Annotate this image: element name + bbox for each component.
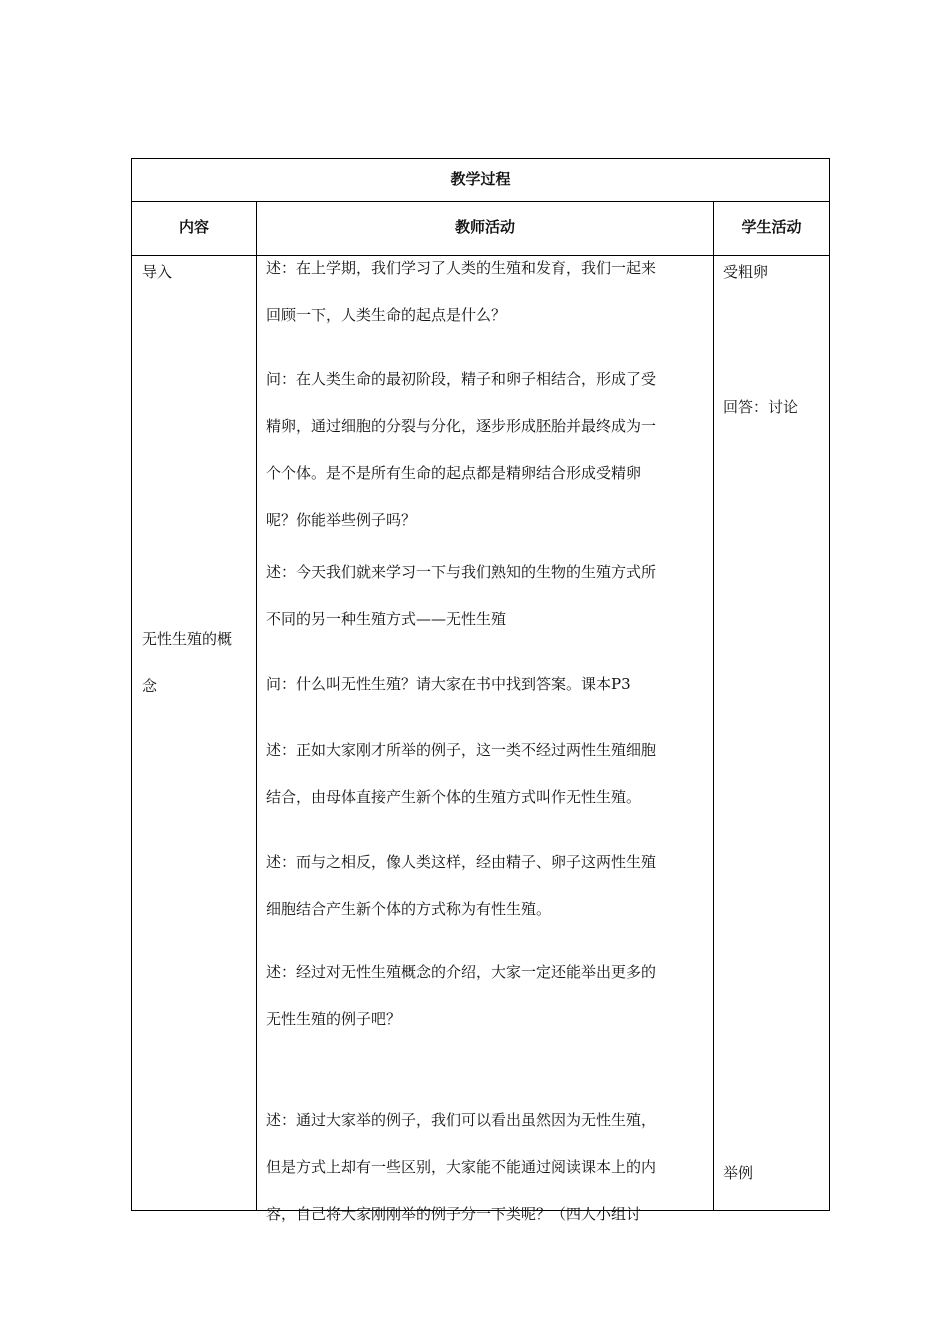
teacher-paragraph-2	[266, 356, 711, 544]
text-line: 无性生殖的例子吧？	[266, 1010, 402, 1028]
column-divider	[713, 202, 714, 1210]
text-line: 问：在人类生命的最初阶段，精子和卵子相结合，形成了受	[266, 370, 657, 388]
text-line: 个个体。是不是所有生命的起点都是精卵结合形成受精卵	[266, 464, 642, 482]
text-line: 述：经过对无性生殖概念的介绍，大家一定还能举出更多的	[266, 963, 657, 981]
text-line: 不同的另一种生殖方式——无性生殖	[266, 610, 507, 628]
column-divider	[256, 202, 257, 1210]
row-divider	[132, 201, 829, 202]
teacher-paragraph-4	[266, 661, 711, 708]
text-line: 细胞结合产生新个体的方式称为有性生殖。	[266, 900, 552, 918]
content-intro: 导入	[142, 263, 173, 281]
teacher-paragraph-7	[266, 949, 711, 1043]
text-line: 问：什么叫无性生殖？请大家在书中找到答案。课本P3	[266, 675, 631, 693]
teacher-paragraph-3	[266, 549, 711, 643]
text-line: 述：今天我们就来学习一下与我们熟知的生物的生殖方式所	[266, 563, 657, 581]
student-answer-examples: 举例	[723, 1164, 754, 1182]
teacher-paragraph-1	[266, 245, 711, 339]
text-line: 容，自己将大家刚刚举的例子分一下类呢？（四人小组讨	[266, 1205, 642, 1223]
content-asexual-concept-line2: 念	[142, 677, 158, 695]
table-title: 教学过程	[450, 170, 511, 188]
student-answer-discuss: 回答：讨论	[723, 398, 799, 416]
teaching-process-table	[131, 158, 830, 1223]
content-asexual-concept-line1: 无性生殖的概	[142, 630, 233, 648]
student-answer-fertilized-egg: 受粗卵	[723, 263, 769, 281]
teacher-paragraph-8	[266, 1097, 711, 1238]
text-line: 精卵，通过细胞的分裂与分化，逐步形成胚胎并最终成为一	[266, 417, 657, 435]
text-line: 结合，由母体直接产生新个体的生殖方式叫作无性生殖。	[266, 788, 642, 806]
header-student-activity: 学生活动	[741, 218, 802, 236]
header-content: 内容	[178, 218, 209, 236]
text-line: 述：正如大家刚才所举的例子，这一类不经过两性生殖细胞	[266, 741, 657, 759]
text-line: 但是方式上却有一些区别，大家能不能通过阅读课本上的内	[266, 1158, 657, 1176]
text-line: 呢？你能举些例子吗？	[266, 511, 417, 529]
text-line: 述：通过大家举的例子，我们可以看出虽然因为无性生殖，	[266, 1111, 657, 1129]
text-line: 回顾一下，人类生命的起点是什么？	[266, 306, 507, 324]
text-line: 述：在上学期，我们学习了人类的生殖和发育，我们一起来	[266, 259, 657, 277]
text-line: 述：而与之相反，像人类这样，经由精子、卵子这两性生殖	[266, 853, 657, 871]
teacher-paragraph-5	[266, 727, 711, 821]
teacher-paragraph-6	[266, 839, 711, 933]
header-teacher-activity: 教师活动	[454, 218, 515, 236]
